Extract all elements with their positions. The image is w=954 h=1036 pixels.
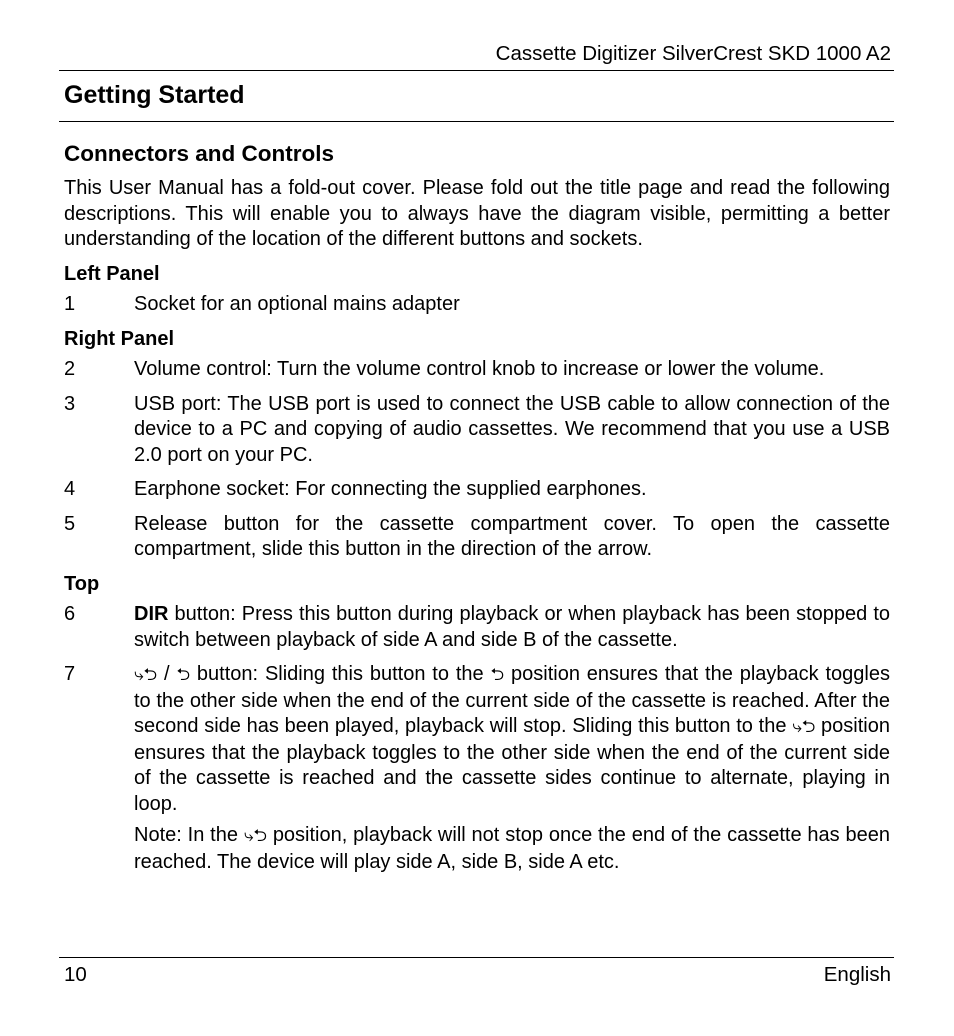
intro-paragraph: This User Manual has a fold-out cover. Please fold out the title page and read the following descriptions. This will enable you to always have the diagram visible, permitting a better understanding of the location of the different buttons and sockets. [64,177,890,250]
item-text-run: position ensures that the playback toggles to the other side when the end of the current side of the cassette is reached. After the second side has been played, playback will stop. Sliding this button to the [134,663,890,737]
footer-language: English [823,963,891,986]
page-content [64,140,890,875]
page-number: 10 [64,963,87,986]
item-description: Volume control: Turn the volume control knob to increase or lower the volume. [134,358,825,380]
list-item [64,602,890,653]
item-number: 6 [64,603,76,625]
item-description [134,602,890,653]
list-item [64,392,890,469]
left-panel-heading: Left Panel [64,262,160,285]
running-header: Cassette Digitizer SilverCrest SKD 1000 A2 [495,42,891,65]
item-description: Earphone socket: For connecting the supplied earphones. [134,478,647,500]
list-item [64,477,890,503]
dir-label: DIR [134,603,169,625]
loop-icon: ⤷⮌ [243,826,267,846]
item-number: 7 [64,663,76,685]
loop-icon: ⤷⮌ [134,665,158,685]
icon-separator: / [157,663,177,685]
item-text-run: button: Press this button during playback or when playback has been stopped to switch between playback of side A and side B of the cassette. [134,603,890,651]
list-item [64,357,890,383]
item-text-run: position ensures that the playback toggles to the other side when the end of the current side of the cassette is reached and the cassette sides continue to alternate, playing in loop. [134,715,890,815]
header-rule [59,70,894,71]
item-number: 1 [64,293,76,315]
return-icon: ⮌ [176,665,191,685]
item-description: Release button for the cassette compartment cover. To open the cassette compartment, slide this button in the direction of the arrow. [134,512,890,560]
return-icon: ⮌ [490,665,505,685]
loop-icon: ⤷⮌ [792,717,816,737]
top-heading: Top [64,572,100,595]
list-item [64,292,890,318]
item-description: Socket for an optional mains adapter [134,293,460,315]
item-number: 3 [64,392,76,415]
item-text-run: button: Sliding this button to the [190,663,491,685]
list-item [64,662,890,817]
subsection-title: Connectors and Controls [64,141,335,166]
item-number: 4 [64,478,76,500]
item-number: 2 [64,358,76,380]
item-description [134,662,890,817]
note-text-run: position, playback will not stop once the end of the cassette has been reached. The device will play side A, side B, side A etc. [134,824,890,873]
item-number: 5 [64,512,76,535]
item-description: USB port: The USB port is used to connect the USB cable to allow connection of the device to a PC and copying of audio cassettes. We recommend that you use a USB 2.0 port on your PC. [134,392,890,466]
section-title: Getting Started [64,81,245,109]
right-panel-heading: Right Panel [64,327,175,350]
note-text-run: Note: In the [134,824,244,846]
section-rule [59,121,894,122]
note-paragraph [134,823,890,875]
list-item [64,512,890,563]
footer-rule [59,957,894,958]
